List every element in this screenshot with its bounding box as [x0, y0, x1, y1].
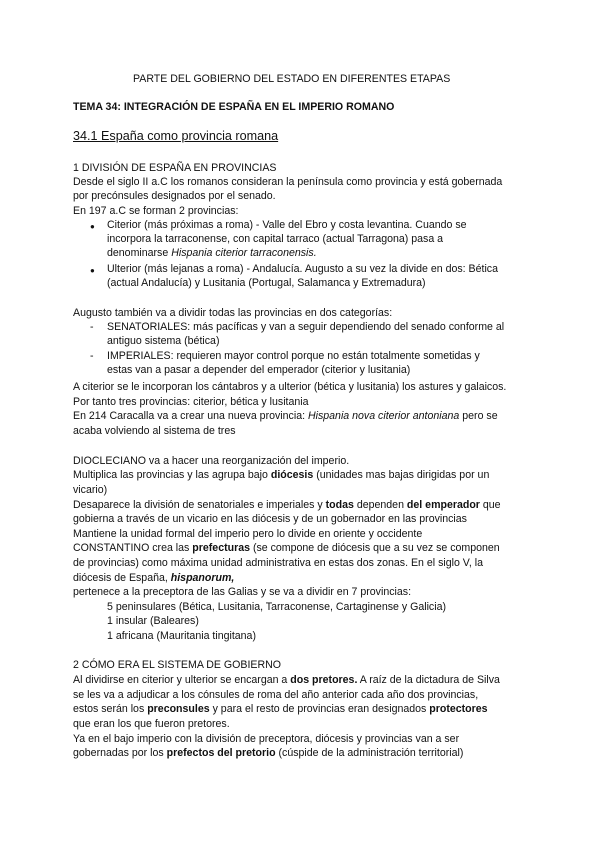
paragraph-line: [73, 542, 500, 555]
paragraph-line: [73, 747, 463, 760]
text-run: pero se: [459, 410, 498, 422]
subsection-title: 34.1 España como provincia romana: [73, 129, 279, 143]
paragraph-line: Desde el siglo II a.C los romanos consideran la península como provincia y está gobernada: [73, 176, 503, 188]
paragraph-line: Mantiene la unidad formal del imperio pero lo divide en oriente y occidente: [73, 528, 423, 540]
paragraph-line: Ya en el bajo imperio con la división de preceptora, diócesis y provincias van a ser: [73, 733, 460, 745]
paragraph-line: Augusto también va a dividir todas las provincias en dos categorías:: [73, 307, 393, 319]
dash-bullet: -: [90, 350, 94, 362]
paragraph-line: A citerior se le incorporan los cántabros y a ulterior (bética y lusitania) los astures y galaicos.: [73, 381, 507, 393]
bold-text: preconsules: [147, 703, 210, 715]
text-run: dependen: [353, 499, 407, 511]
text-run: y para el resto de provincias eran designados: [209, 703, 430, 715]
text-run: estos serán los: [73, 703, 148, 715]
bold-text: del emperador: [406, 499, 480, 511]
bullet-icon: ●: [90, 266, 95, 275]
paragraph-line: pertenece a la preceptora de las Galias y se va a dividir en 7 provincias:: [73, 586, 412, 598]
list-item-line: Ulterior (más lejanas a roma) - Andalucía. Augusto a su vez la divide en dos: Bética: [107, 263, 498, 275]
list-item-line: 1 africana (Mauritania tingitana): [107, 630, 256, 642]
bold-italic-text: hispanorum,: [170, 572, 235, 584]
list-item-line: 1 insular (Baleares): [107, 615, 199, 627]
bold-text: prefectos del pretorio: [166, 747, 276, 759]
list-item-line: (actual Andalucía) y Lusitania (Portugal, Salamanca y Extremadura): [107, 277, 426, 289]
bold-text: prefecturas: [192, 542, 250, 554]
bold-text: dos pretores.: [290, 674, 358, 686]
paragraph-line: se les va a adjudicar a los cónsules de roma del año anterior cada año dos provincias,: [73, 689, 479, 701]
section1-title: 1 DIVISIÓN DE ESPAÑA EN PROVINCIAS: [73, 162, 277, 174]
list-item-line: [107, 247, 317, 260]
text-run: Desaparece la división de senatoriales e imperiales y: [73, 499, 326, 511]
paragraph-line: [73, 703, 488, 716]
paragraph-line: [73, 674, 500, 687]
text-run: En 214 Caracalla va a crear una nueva provincia:: [73, 410, 308, 422]
text-run: (se compone de diócesis que a su vez se componen: [250, 542, 500, 554]
text-run: Al dividirse en citerior y ulterior se encargan a: [73, 674, 291, 686]
paragraph-line: Por tanto tres provincias: citerior, bética y lusitania: [73, 396, 309, 408]
list-item-line: IMPERIALES: requieren mayor control porque no están totalmente sometidas y: [107, 350, 480, 362]
tema-title: TEMA 34: INTEGRACIÓN DE ESPAÑA EN EL IMPERIO ROMANO: [73, 101, 395, 113]
list-item-line: incorpora la tarraconense, con capital tarraco (actual Tarragona) pasa a: [107, 233, 444, 245]
bold-text: protectores: [429, 703, 488, 715]
text-run: que: [479, 499, 501, 511]
bold-text: diócesis: [270, 469, 314, 481]
section2-title: 2 CÓMO ERA EL SISTEMA DE GOBIERNO: [73, 659, 281, 671]
paragraph-line: de provincias) como máxima unidad administrativa en estas dos zonas. En el siglo V, la: [73, 557, 484, 569]
italic-text: Hispania citerior tarraconensis.: [171, 247, 317, 259]
paragraph-line: [73, 499, 501, 512]
dash-bullet: -: [90, 321, 94, 333]
text-run: A raíz de la dictadura de Silva: [357, 674, 500, 686]
paragraph-line: En 197 a.C se forman 2 provincias:: [73, 205, 239, 217]
list-item-line: antiguo sistema (bética): [107, 335, 220, 347]
list-item-line: estas van a pasar a depender del emperador (citerior y lusitania): [107, 364, 411, 376]
paragraph-line: [73, 410, 498, 423]
text-run: diócesis de España,: [73, 572, 171, 584]
bold-text: todas: [325, 499, 354, 511]
paragraph-line: gobierna a través de un vicario en las diócesis y de un gobernador en las provincias: [73, 513, 467, 525]
text-run: gobernadas por los: [73, 747, 167, 759]
text-run: denominarse: [107, 247, 172, 259]
paragraph-line: [73, 469, 489, 482]
text-run: (unidades mas bajas dirigidas por un: [313, 469, 490, 481]
text-run: (cúspide de la administración territorial): [275, 747, 464, 759]
list-item-line: 5 peninsulares (Bética, Lusitania, Tarraconense, Cartaginense y Galicia): [107, 601, 446, 613]
bullet-icon: ●: [90, 222, 95, 231]
italic-text: Hispania nova citerior antoniana: [307, 410, 460, 422]
paragraph-line: que eran los que fueron pretores.: [73, 718, 230, 730]
paragraph-line: por precónsules designados por el senado.: [73, 190, 276, 202]
paragraph-line: vicario): [73, 484, 108, 496]
paragraph-line: acaba volviendo al sistema de tres: [73, 425, 236, 437]
text-run: Multiplica las provincias y las agrupa bajo: [73, 469, 271, 481]
text-run: CONSTANTINO crea las: [73, 542, 193, 554]
list-item-line: Citerior (más próximas a roma) - Valle del Ebro y costa levantina. Cuando se: [107, 219, 467, 231]
paragraph-line: DIOCLECIANO va a hacer una reorganización del imperio.: [73, 455, 350, 467]
page-header: PARTE DEL GOBIERNO DEL ESTADO EN DIFERENTES ETAPAS: [133, 73, 451, 85]
list-item-line: SENATORIALES: más pacíficas y van a seguir dependiendo del senado conforme al: [107, 321, 505, 333]
paragraph-line: [73, 572, 234, 585]
